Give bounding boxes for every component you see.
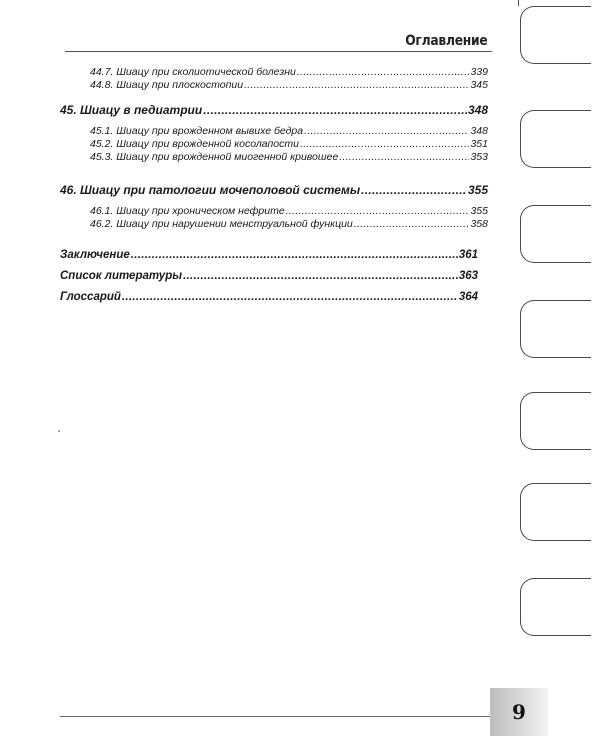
dot-leader — [183, 268, 458, 284]
dot-leader — [361, 182, 467, 198]
dot-leader — [297, 66, 470, 79]
toc-entry-page: 351 — [470, 138, 488, 150]
toc-entry-label: 44.8. Шиацу при плоскостопии — [90, 79, 244, 91]
toc-entry-label: 46.2. Шиацу при нарушении менструальной функции — [90, 218, 353, 230]
toc-entry-references[interactable] — [60, 268, 478, 284]
toc-chapter-45[interactable] — [60, 102, 488, 118]
toc-entry-label: 45.1. Шиацу при врожденном вывихе бедра — [90, 125, 304, 137]
toc-entry-44-8[interactable] — [60, 79, 488, 92]
toc-chapter-label: 46. Шиацу при патологии мочеполовой системы — [60, 183, 361, 197]
thumb-tab — [520, 205, 591, 263]
dot-leader — [354, 218, 470, 231]
dot-leader — [304, 125, 469, 138]
header-divider — [65, 51, 492, 52]
toc-entry-label: 45.3. Шиацу при врожденной миогенной кривошее — [90, 151, 339, 163]
toc-entry-conclusion[interactable] — [60, 247, 478, 263]
toc-entry-45-1[interactable] — [60, 125, 488, 138]
thumb-index-edge — [518, 0, 520, 6]
toc-entry-45-2[interactable] — [60, 138, 488, 151]
toc-entry-page: 345 — [470, 79, 488, 91]
toc-chapter-46[interactable] — [60, 182, 488, 198]
toc-entry-46-1[interactable] — [60, 205, 488, 218]
toc-chapter-page: 355 — [467, 183, 488, 197]
toc-entry-page: 339 — [470, 66, 488, 78]
thumb-tab — [520, 110, 591, 168]
scan-speck — [58, 430, 60, 432]
page-number: 9 — [512, 700, 526, 724]
toc-entry-page: 364 — [458, 291, 478, 303]
thumb-tab — [520, 578, 591, 636]
page-title: Оглавление — [405, 33, 488, 49]
toc-entry-45-3[interactable] — [60, 151, 488, 164]
dot-leader — [203, 102, 467, 118]
toc-entry-46-2[interactable] — [60, 218, 488, 231]
dot-leader — [244, 79, 469, 92]
dot-leader — [131, 247, 458, 263]
thumb-tab — [520, 483, 591, 541]
thumb-tab — [520, 392, 591, 450]
dot-leader — [339, 151, 469, 164]
toc-entry-label: 44.7. Шиацу при сколиотической болезни — [90, 66, 296, 78]
thumb-tab — [520, 6, 591, 64]
toc-entry-page: 363 — [458, 270, 478, 282]
toc-entry-44-7[interactable] — [60, 66, 488, 79]
table-of-contents — [60, 66, 488, 305]
toc-entry-label: 45.2. Шиацу при врожденной косолапости — [90, 138, 299, 150]
dot-leader — [122, 289, 458, 305]
toc-entry-label: Список литературы — [60, 270, 183, 282]
toc-entry-glossary[interactable] — [60, 289, 478, 305]
toc-chapter-label: 45. Шиацу в педиатрии — [60, 103, 203, 117]
toc-entry-page: 358 — [470, 218, 488, 230]
toc-chapter-page: 348 — [467, 103, 488, 117]
toc-entry-label: Заключение — [60, 249, 130, 261]
dot-leader — [286, 205, 470, 218]
thumb-tab — [520, 300, 591, 358]
toc-entry-page: 355 — [470, 205, 488, 217]
dot-leader — [300, 138, 469, 151]
footer-divider — [60, 716, 490, 717]
toc-entry-label: Глоссарий — [60, 291, 121, 303]
page-number-badge — [490, 688, 548, 736]
toc-entry-label: 46.1. Шиацу при хроническом нефрите — [90, 205, 285, 217]
toc-entry-page: 348 — [470, 125, 488, 137]
toc-entry-page: 353 — [470, 151, 488, 163]
toc-entry-page: 361 — [458, 249, 478, 261]
